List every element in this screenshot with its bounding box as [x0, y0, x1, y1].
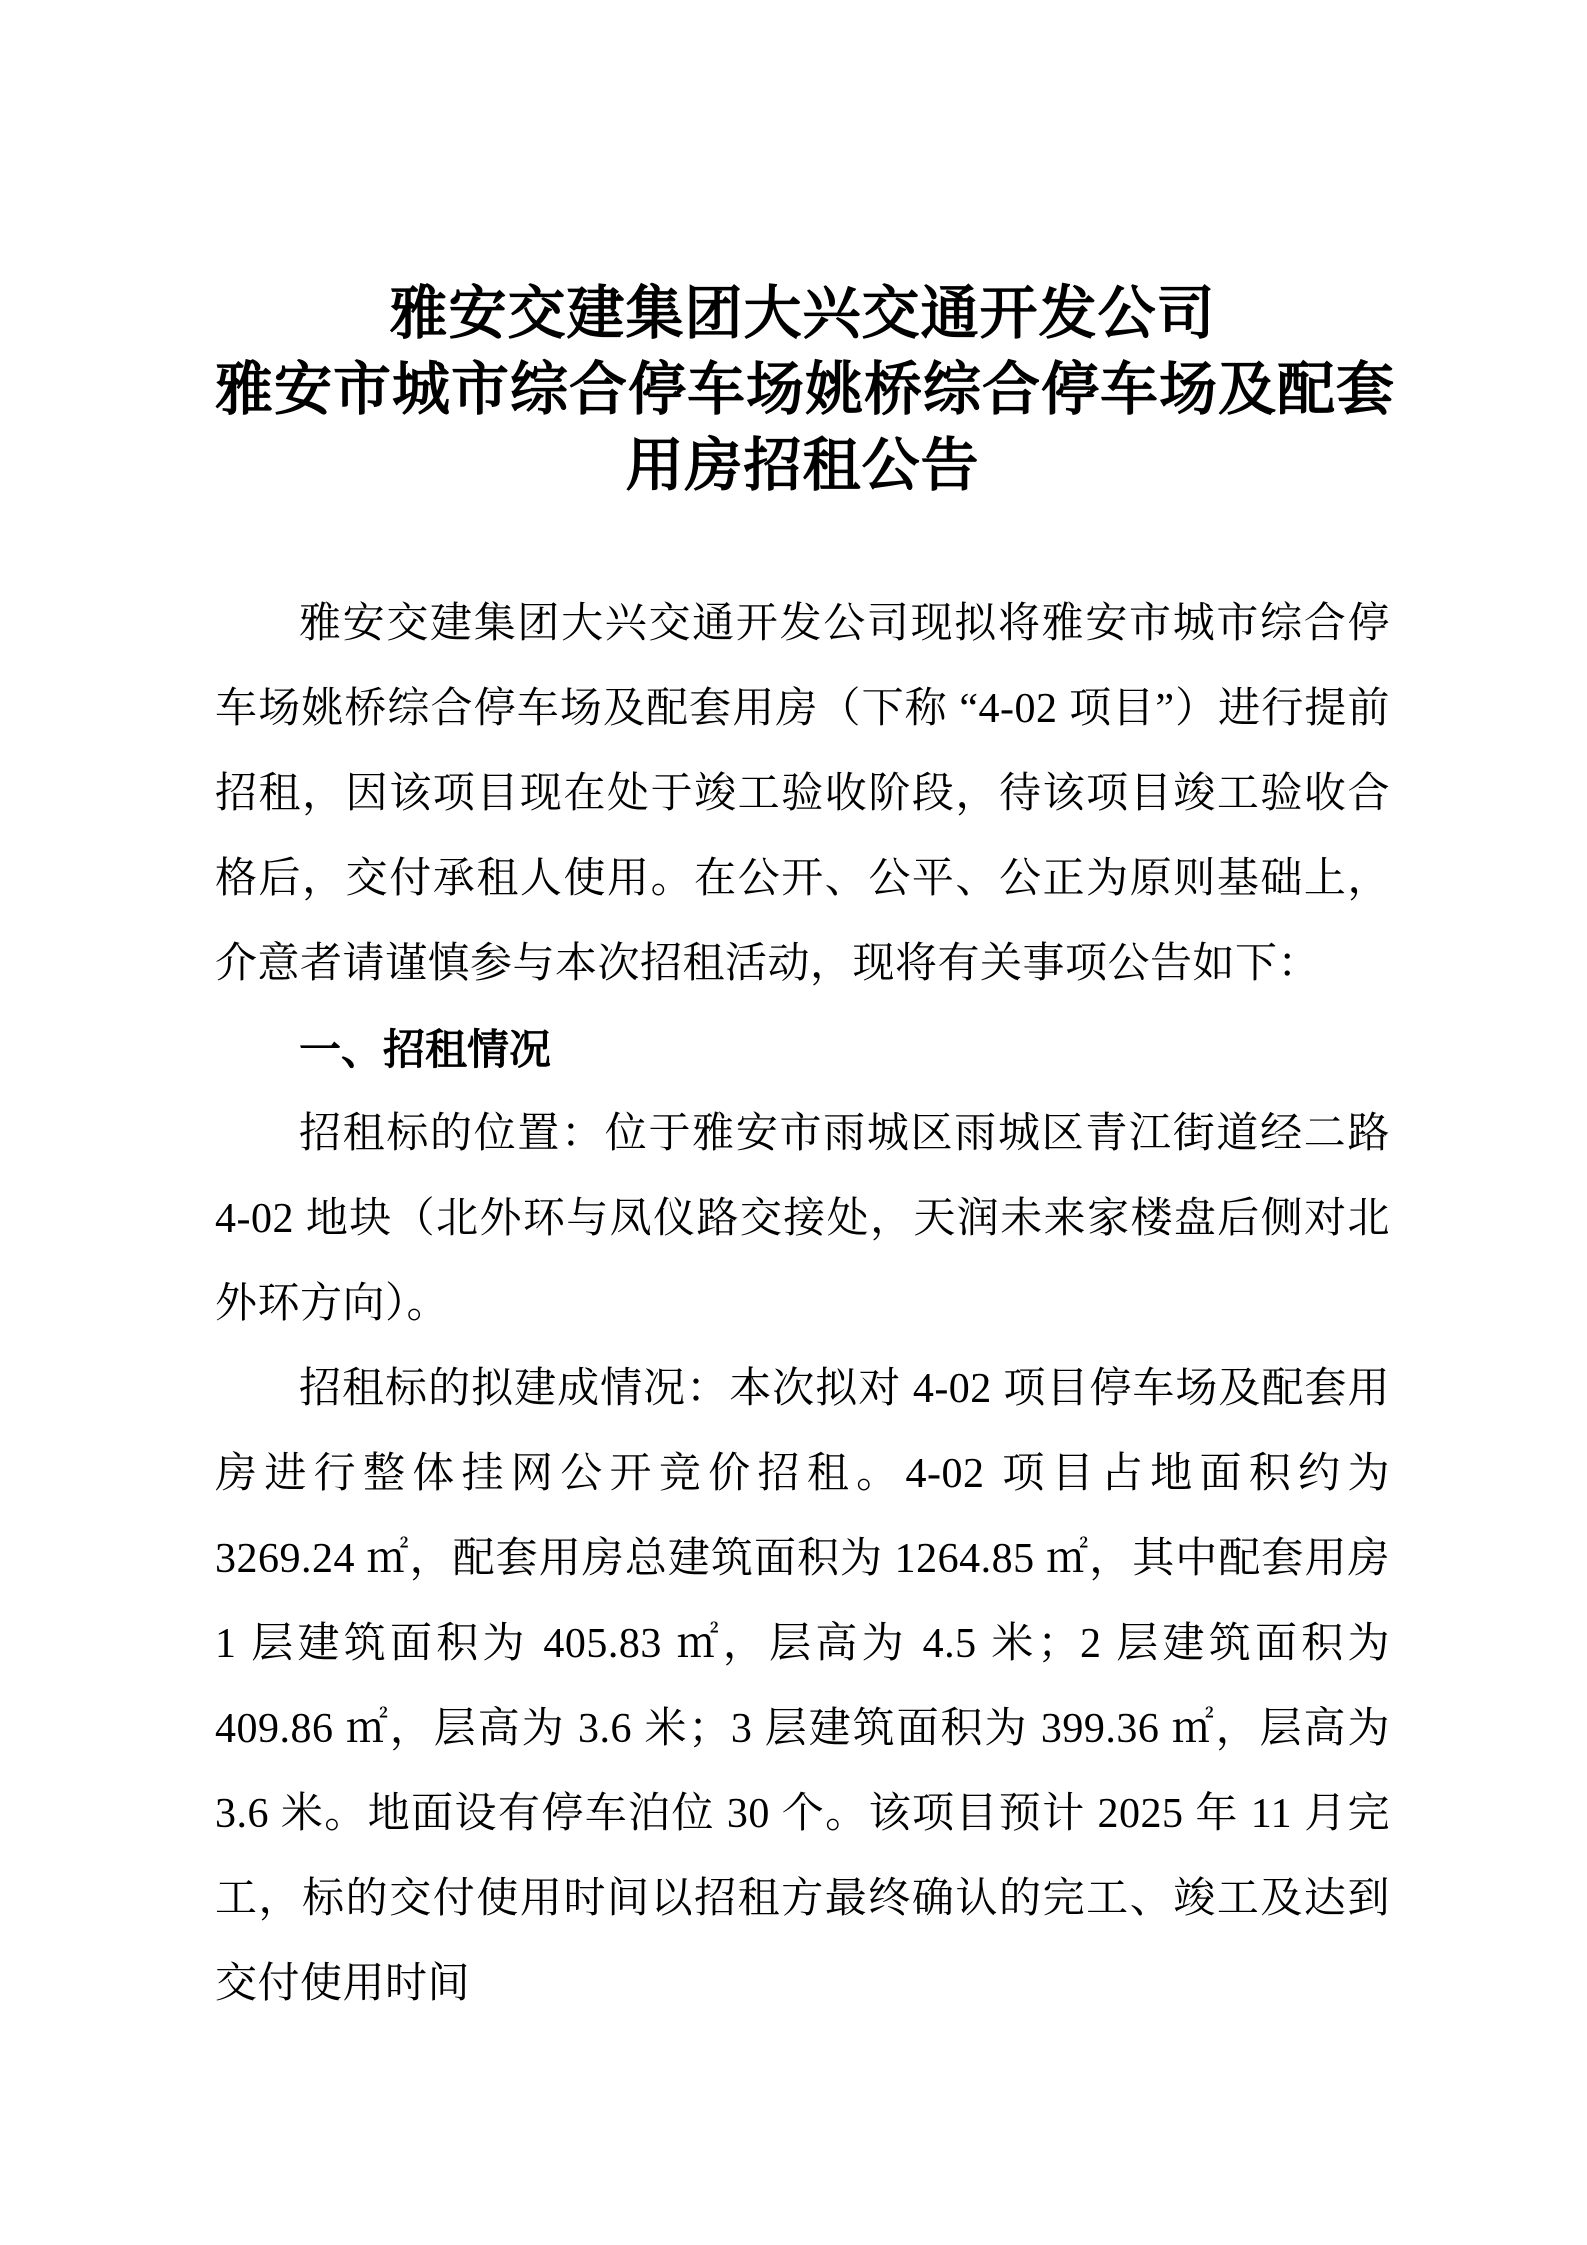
section-1-heading: 一、招租情况 — [299, 1026, 552, 1073]
build-status-paragraph: 招租标的拟建成情况：本次拟对 4-02 项目停车场及配套用房进行整体挂网公开竞价招租。4-02 项目占地面积约为 3269.24 ㎡，配套用房总建筑面积为 1264.85 ㎡，其中配套用房 1 层建筑面积为 405.83 ㎡，层高为 4.5 米；2 层建筑面积为 409.86 ㎡，层高为 3.6 米；3 层建筑面积为 399.36 ㎡，层高为 3.6 米。地面设有停车泊位 30 个。该项目预计 2025 年 11 月完工，标的交付使用时间以招租方最终确认的完工、竣工及达到交付使用时间 — [215, 1366, 1390, 2007]
intro-paragraph: 雅安交建集团大兴交通开发公司现拟将雅安市城市综合停车场姚桥综合停车场及配套用房（下称 “4-02 项目”）进行提前招租，因该项目现在处于竣工验收阶段，待该项目竣工验收合格后，交付承租人使用。在公开、公平、公正为原则基础上，介意者请谨慎参与本次招租活动，现将有关事项公告如下： — [215, 601, 1390, 987]
document-title — [215, 276, 1396, 504]
location-paragraph: 招租标的位置：位于雅安市雨城区雨城区青江街道经二路 4-02 地块（北外环与凤仪路交接处，天润未来家楼盘后侧对北外环方向）。 — [215, 1111, 1390, 1327]
title-line-2: 雅安市城市综合停车场姚桥综合停车场及配套 — [215, 357, 1396, 422]
title-line-1: 雅安交建集团大兴交通开发公司 — [389, 281, 1216, 346]
title-line-3: 用房招租公告 — [625, 433, 980, 498]
